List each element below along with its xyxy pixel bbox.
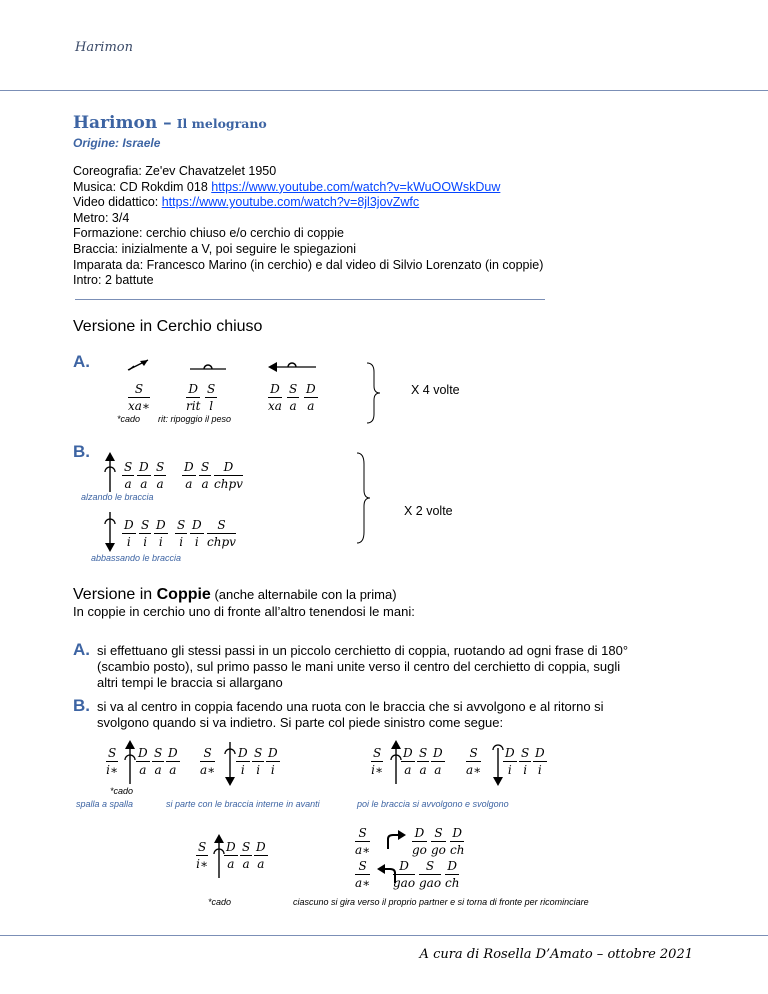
step-foot: S: [419, 859, 441, 875]
step-fraction: [519, 746, 531, 777]
circle-b-letter: B.: [73, 442, 90, 461]
step-foot: S: [141, 518, 150, 532]
step-fraction: [287, 382, 299, 413]
circle-a-note-cado: *cado: [117, 414, 141, 424]
couples-b-letter: B.: [73, 696, 90, 715]
step-direction: i: [537, 763, 542, 777]
step-foot: D: [226, 840, 236, 854]
step-foot: D: [306, 382, 316, 396]
couples-a-line3: altri tempi le braccia si allargano: [97, 674, 283, 690]
step-foot: D: [168, 746, 178, 760]
step-fraction: [393, 859, 415, 890]
header-divider: [0, 90, 768, 91]
info-block: [73, 164, 543, 289]
circle-b-note-alzando: alzando le braccia: [81, 492, 154, 502]
couples-a-letter: A.: [73, 640, 90, 659]
turn-right-arrow-icon: [385, 830, 407, 850]
step-direction: xa∗: [128, 399, 151, 413]
step-direction: gao: [419, 876, 442, 890]
step-fraction: [450, 826, 464, 857]
step-direction: ch: [445, 876, 460, 890]
musica-label: Musica: CD Rokdim 018: [73, 179, 212, 194]
circle-a-letter: A.: [73, 352, 90, 371]
info-video: [73, 195, 543, 211]
step-direction: chpv: [214, 477, 243, 491]
title-subtitle: Il melograno: [176, 116, 267, 131]
step-fraction: [186, 382, 200, 413]
running-header: Harimon: [75, 40, 133, 55]
step-foot: S: [198, 840, 207, 854]
arms-up-arrow-icon: [124, 740, 136, 786]
step-direction: a: [140, 477, 148, 491]
step-direction: i: [158, 535, 163, 549]
couples-note-cado2: *cado: [208, 897, 232, 907]
step-direction: i: [507, 763, 512, 777]
step-fraction: [371, 746, 383, 777]
couples-heading-bold: Coppie: [156, 586, 211, 603]
step-foot: S: [201, 460, 210, 474]
step-foot: S: [355, 826, 370, 842]
step-fraction: [182, 460, 196, 491]
step-fraction: [533, 746, 547, 777]
step-foot: D: [124, 518, 134, 532]
video-link[interactable]: https://www.youtube.com/watch?v=8jl3jovZwfc: [161, 195, 420, 210]
step-fraction: [137, 460, 151, 491]
couples-note-avvolgono: poi le braccia si avvolgono e svolgono: [357, 799, 509, 809]
info-metro: Metro: 3/4: [73, 210, 130, 225]
step-foot: D: [214, 460, 243, 476]
step-direction: i: [179, 535, 184, 549]
info-formazione: Formazione: cerchio chiuso e/o cerchio di coppie: [73, 226, 344, 241]
couples-a-text: [97, 643, 628, 690]
step-direction: i: [143, 535, 148, 549]
step-fraction: [466, 746, 481, 777]
footer-credit: A cura di Rosella D’Amato – ottobre 2021: [419, 947, 693, 962]
step-direction: go: [431, 843, 446, 857]
step-fraction: [154, 460, 166, 491]
circle-heading: Versione in Cerchio chiuso: [73, 318, 263, 335]
step-fraction: [503, 746, 517, 777]
step-foot: S: [466, 746, 481, 762]
step-foot: D: [268, 382, 282, 398]
step-fraction: [419, 859, 441, 890]
step-fraction: [417, 746, 429, 777]
step-foot: D: [445, 859, 459, 875]
step-foot: S: [431, 826, 446, 842]
circle-b-repeat: X 2 volte: [404, 504, 453, 518]
step-fraction: [252, 746, 264, 777]
couples-heading-pre: Versione in: [73, 586, 157, 603]
couples-note-interne: si parte con le braccia interne in avanti: [166, 799, 320, 809]
step-direction: xa: [268, 399, 282, 413]
step-fraction: [152, 746, 164, 777]
step-direction: i∗: [196, 857, 209, 871]
step-foot: D: [268, 746, 278, 760]
step-direction: a: [169, 763, 177, 777]
musica-link[interactable]: https://www.youtube.com/watch?v=kWuOOWskDuw: [211, 179, 501, 194]
step-direction: a: [307, 399, 315, 413]
brace-b: [355, 452, 371, 544]
step-foot: D: [238, 746, 248, 760]
step-fraction: [205, 382, 217, 413]
couples-heading-post: (anche alternabile con la prima): [210, 587, 397, 602]
couples-note-spalla: spalla a spalla: [76, 799, 134, 809]
step-direction: a: [185, 477, 193, 491]
step-direction: i: [270, 763, 275, 777]
step-fraction: [224, 840, 238, 871]
step-direction: a∗: [355, 843, 371, 857]
video-label: Video didattico:: [73, 195, 162, 210]
step-fraction: [196, 840, 208, 871]
step-direction: a: [257, 857, 265, 871]
info-coreografia: Coreografia: Ze'ev Chavatzelet 1950: [73, 164, 277, 178]
step-direction: a: [289, 399, 297, 413]
step-fraction: [445, 859, 459, 890]
step-fraction: [240, 840, 252, 871]
step-fraction: [355, 826, 370, 857]
step-foot: D: [450, 826, 464, 842]
step-direction: i: [523, 763, 528, 777]
step-foot: D: [412, 826, 427, 842]
step-foot: D: [505, 746, 515, 760]
step-foot: S: [254, 746, 263, 760]
step-foot: S: [373, 746, 382, 760]
step-direction: a∗: [466, 763, 482, 777]
step-foot: D: [186, 382, 200, 398]
step-foot: S: [128, 382, 150, 398]
step-fraction: [236, 746, 250, 777]
step-foot: D: [192, 518, 202, 532]
step-direction: a: [404, 763, 412, 777]
step-fraction: [431, 826, 446, 857]
step-direction: chpv: [207, 535, 236, 549]
step-fraction: [412, 826, 427, 857]
step-foot: S: [419, 746, 428, 760]
step-direction: a: [419, 763, 427, 777]
step-direction: i∗: [371, 763, 384, 777]
couples-b-text: [97, 699, 604, 731]
circle-a-repeat: X 4 volte: [411, 383, 460, 397]
step-fraction: [106, 746, 118, 777]
step-fraction: [304, 382, 318, 413]
step-direction: a: [201, 477, 209, 491]
step-direction: rit: [186, 399, 201, 413]
step-direction: a: [124, 477, 132, 491]
back-arrow-turn-icon: [268, 360, 318, 372]
step-direction: a: [227, 857, 235, 871]
step-direction: a∗: [200, 763, 216, 777]
step-fraction: [254, 840, 268, 871]
step-foot: S: [156, 460, 165, 474]
step-foot: S: [154, 746, 163, 760]
step-fraction: [175, 518, 187, 549]
step-direction: a: [154, 763, 162, 777]
step-direction: l: [209, 399, 214, 413]
brace-a: [365, 362, 381, 424]
step-direction: a: [242, 857, 250, 871]
step-fraction: [166, 746, 180, 777]
step-fraction: [199, 460, 211, 491]
step-foot: S: [355, 859, 370, 875]
step-foot: S: [108, 746, 117, 760]
step-direction: gao: [393, 876, 416, 890]
footer-divider: [0, 935, 768, 936]
couples-a-line1: si effettuano gli stessi passi in un piccolo cerchietto di coppia, ruotando ad ogni frase di 180°: [97, 643, 629, 658]
page-title: [73, 113, 267, 133]
circle-b-note-abbassando: abbassando le braccia: [91, 553, 182, 563]
step-fraction: [266, 746, 280, 777]
diagonal-arrow-icon: [126, 358, 152, 372]
step-foot: D: [139, 460, 149, 474]
couples-b-line2: svolgono quando si va indietro. Si parte col piede sinistro come segue:: [97, 714, 504, 730]
step-fraction: [431, 746, 445, 777]
step-direction: ch: [450, 843, 465, 857]
origin-label: Origine: Israele: [73, 136, 161, 150]
arms-up-arrow-icon: [104, 452, 116, 494]
step-foot: D: [433, 746, 443, 760]
step-foot: D: [535, 746, 545, 760]
step-foot: D: [256, 840, 266, 854]
step-direction: a: [156, 477, 164, 491]
step-foot: D: [184, 460, 194, 474]
couples-note-cado: *cado: [110, 786, 134, 796]
step-fraction: [139, 518, 151, 549]
step-direction: a∗: [355, 876, 371, 890]
step-direction: i: [194, 535, 199, 549]
step-foot: S: [124, 460, 133, 474]
step-fraction: [207, 518, 236, 549]
step-direction: i: [240, 763, 245, 777]
couples-heading: [73, 586, 397, 604]
step-fraction: [128, 382, 150, 413]
step-direction: i: [256, 763, 261, 777]
couples-b-line1: si va al centro in coppia facendo una ruota con le braccia che si avvolgono e al ritorno si: [97, 699, 604, 714]
step-foot: S: [177, 518, 186, 532]
step-fraction: [355, 859, 370, 890]
step-fraction: [122, 460, 134, 491]
step-fraction: [190, 518, 204, 549]
step-fraction: [136, 746, 150, 777]
step-foot: S: [207, 382, 216, 396]
step-fraction: [200, 746, 215, 777]
info-imparata: Imparata da: Francesco Marino (in cerchio) e dal video di Silvio Lorenzato (in coppie): [73, 257, 544, 272]
couples-a-line2: (scambio posto), sul primo passo le mani unite verso il centro del cerchietto di coppia, sugli: [97, 658, 621, 674]
step-foot: D: [138, 746, 148, 760]
step-fraction: [122, 518, 136, 549]
step-fraction: [268, 382, 282, 413]
step-foot: D: [156, 518, 166, 532]
step-direction: a: [139, 763, 147, 777]
circle-a-note-rit: rit: ripoggio il peso: [158, 414, 232, 424]
step-fraction: [214, 460, 243, 491]
step-foot: S: [207, 518, 236, 534]
step-direction: i∗: [106, 763, 119, 777]
arms-down-arrow-icon: [104, 510, 116, 552]
step-foot: S: [289, 382, 298, 396]
hop-turn-icon: [190, 360, 226, 372]
step-direction: go: [412, 843, 427, 857]
couples-note-gira: ciascuno si gira verso il proprio partner e si torna di fronte per ricominciare: [293, 897, 589, 907]
title-name: Harimon –: [73, 113, 172, 133]
step-direction: a: [434, 763, 442, 777]
info-musica: [73, 180, 543, 196]
info-braccia: Braccia: inizialmente a V, poi seguire le spiegazioni: [73, 241, 357, 256]
arms-down-arrow-icon: [224, 740, 236, 786]
step-foot: S: [200, 746, 215, 762]
step-fraction: [154, 518, 168, 549]
step-foot: S: [242, 840, 251, 854]
step-foot: D: [403, 746, 413, 760]
step-fraction: [401, 746, 415, 777]
info-intro: Intro: 2 battute: [73, 273, 154, 288]
step-foot: D: [393, 859, 415, 875]
section-divider: [75, 299, 545, 300]
step-foot: S: [521, 746, 530, 760]
step-direction: i: [126, 535, 131, 549]
couples-intro: In coppie in cerchio uno di fronte all’altro tenendosi le mani:: [73, 604, 415, 619]
